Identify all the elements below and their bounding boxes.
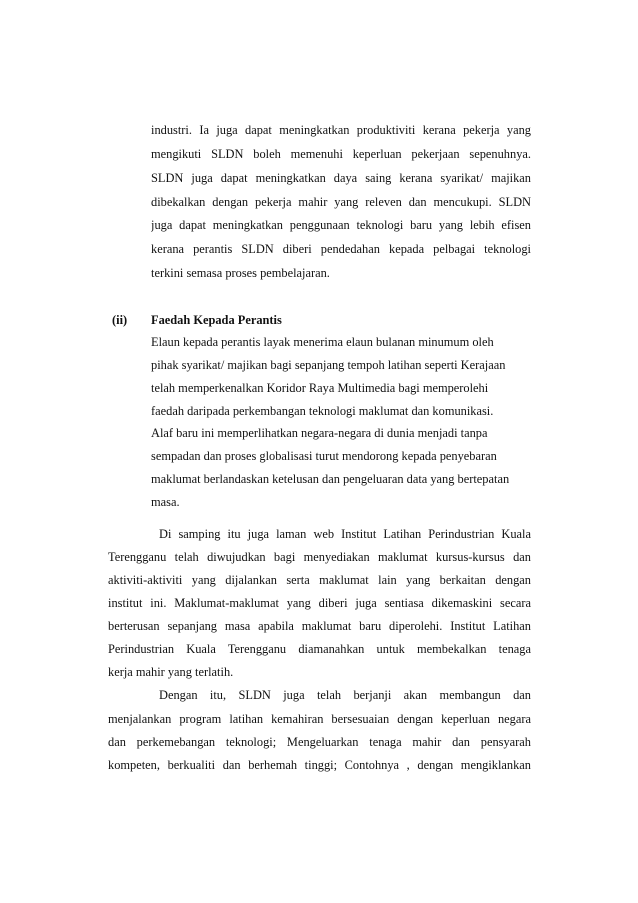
body-line: berterusan sepanjang masa apabila maklumat baru diperolehi. Institut Latihan xyxy=(108,619,531,633)
body-line: mengikuti SLDN boleh memenuhi keperluan pekerjaan sepenuhnya. xyxy=(151,147,531,161)
body-line: Dengan itu, SLDN juga telah berjanji akan membangun dan xyxy=(159,688,531,702)
section-number: (ii) xyxy=(112,313,128,327)
body-line: pihak syarikat/ majikan bagi sepanjang tempoh latihan seperti Kerajaan xyxy=(151,358,506,372)
body-line: telah memperkenalkan Koridor Raya Multimedia bagi memperolehi xyxy=(151,381,489,395)
body-line: menjalankan program latihan kemahiran bersesuaian dengan keperluan negara xyxy=(108,712,531,726)
body-line: Alaf baru ini memperlihatkan negara-negara di dunia menjadi tanpa xyxy=(151,426,488,440)
body-line: maklumat berlandaskan ketelusan dan pengeluaran data yang bertepatan xyxy=(151,472,510,486)
body-line: institut ini. Maklumat-maklumat yang diberi juga sentiasa dikemaskini secara xyxy=(108,596,531,610)
body-line: terkini semasa proses pembelajaran. xyxy=(151,266,330,280)
body-line: Elaun kepada perantis layak menerima elaun bulanan minumum oleh xyxy=(151,335,494,349)
body-line: juga dapat meningkatkan penggunaan teknologi baru yang lebih efisen xyxy=(151,218,531,232)
body-line: kerja mahir yang terlatih. xyxy=(108,665,234,679)
body-line: aktiviti-aktiviti yang dijalankan serta maklumat lain yang berkaitan dengan xyxy=(108,573,531,587)
body-line: Perindustrian Kuala Terengganu diamanahkan untuk membekalkan tenaga xyxy=(108,642,531,656)
body-line: masa. xyxy=(151,495,180,509)
body-line: faedah daripada perkembangan teknologi maklumat dan komunikasi. xyxy=(151,404,494,418)
body-line: Terengganu telah diwujudkan bagi menyediakan maklumat kursus-kursus dan xyxy=(108,550,531,564)
section-heading: Faedah Kepada Perantis xyxy=(151,313,282,327)
body-line: kerana perantis SLDN diberi pendedahan kepada pelbagai teknologi xyxy=(151,242,531,256)
body-line: dibekalkan dengan pekerja mahir yang releven dan mencukupi. SLDN xyxy=(151,195,531,209)
body-line: dan perkemebangan teknologi; Mengeluarkan tenaga mahir dan pensyarah xyxy=(108,735,531,749)
body-line: industri. Ia juga dapat meningkatkan produktiviti kerana pekerja yang xyxy=(151,123,531,137)
body-line: Di samping itu juga laman web Institut Latihan Perindustrian Kuala xyxy=(159,527,531,541)
body-line: sempadan dan proses globalisasi turut mendorong kepada penyebaran xyxy=(151,449,497,463)
body-line: kompeten, berkualiti dan berhemah tinggi; Contohnya , dengan mengiklankan xyxy=(108,758,531,772)
body-line: SLDN juga dapat meningkatkan daya saing kerana syarikat/ majikan xyxy=(151,171,531,185)
